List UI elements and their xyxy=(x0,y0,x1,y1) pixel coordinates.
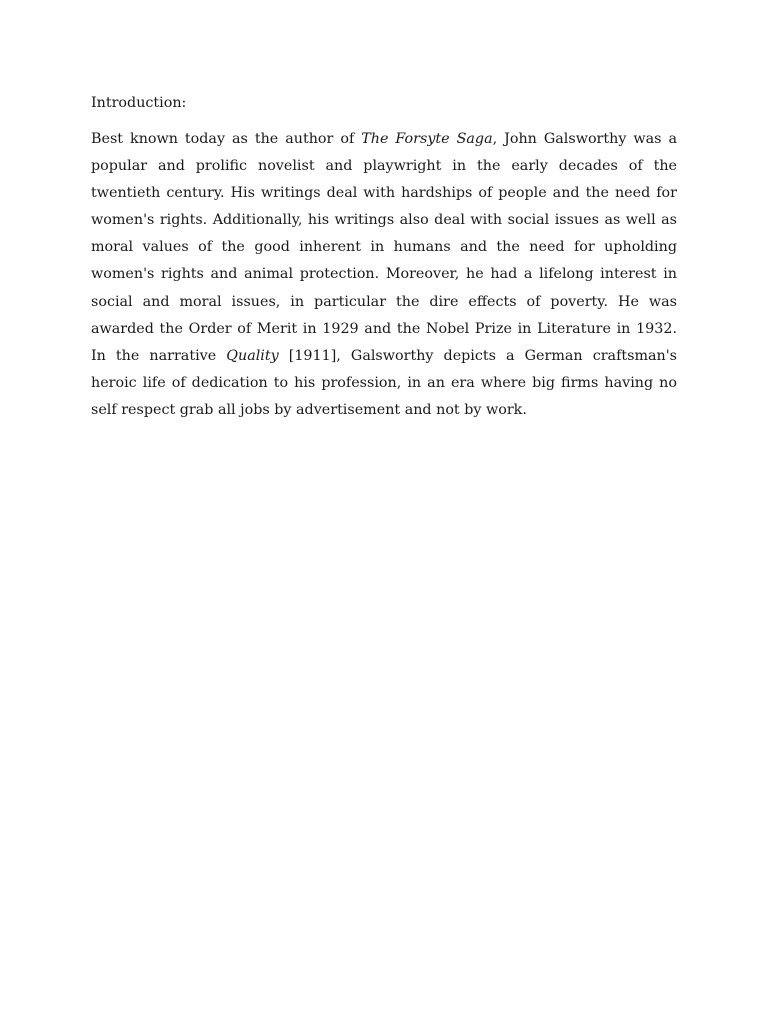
paragraph-text-2: , John Galsworthy was a popular and prolific novelist and playwright in the early decades of the twentieth century. His writings deal with hardships of people and the need for women's rights. Additionally, his writings also deal with social issues as well as moral values of the good inherent in humans and the need for upholding women's rights and animal protection. Moreover, he had a lifelong interest in social and moral issues, in particular the dire effects of poverty. He was awarded the Order of Merit in 1929 and the Nobel Prize in Literature in 1932. In the narrative xyxy=(91,131,677,364)
paragraph-text-1: Best known today as the author of xyxy=(91,131,362,147)
book-title-forsyte-saga: The Forsyte Saga xyxy=(361,131,493,147)
book-title-quality: Quality xyxy=(226,347,279,364)
paragraph-text-3: [1911], Galsworthy depicts a German craftsman's heroic life of dedication to his profession, in an era where big firms having no self respect grab all jobs by advertisement and not by work. xyxy=(91,347,677,418)
section-heading: Introduction: xyxy=(91,95,187,111)
introduction-paragraph xyxy=(91,126,677,424)
document-body xyxy=(91,92,677,424)
